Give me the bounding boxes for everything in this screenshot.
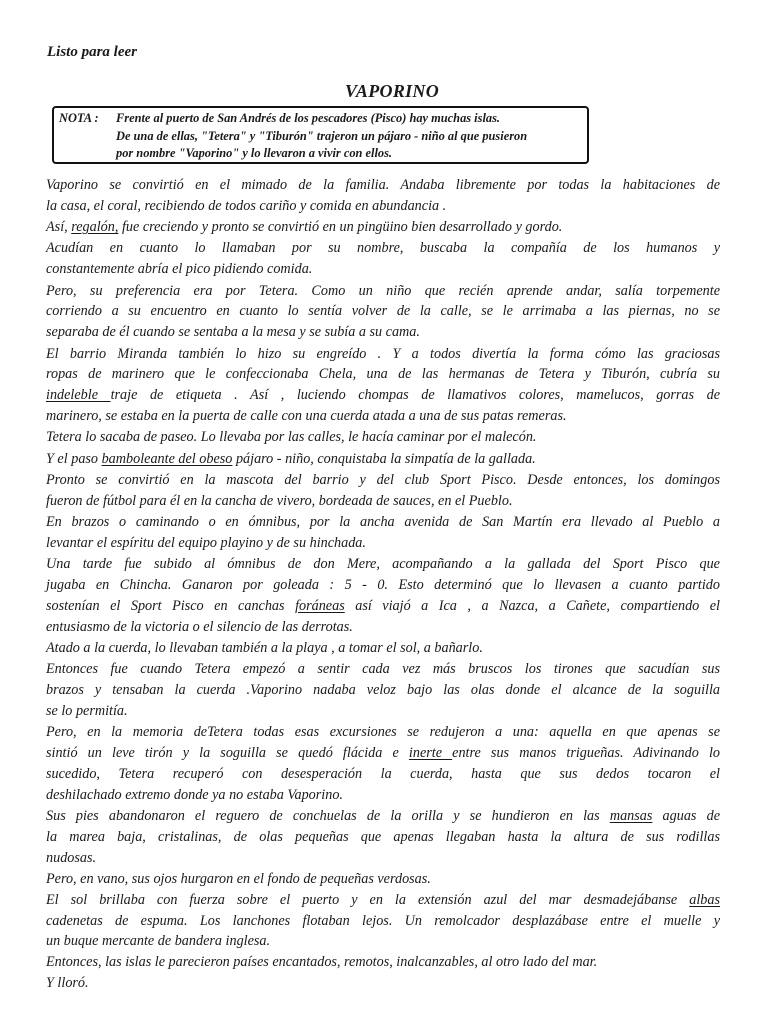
story-paragraph xyxy=(46,470,720,512)
text-line xyxy=(46,196,720,217)
story-body xyxy=(46,175,720,994)
text-line xyxy=(46,973,720,994)
story-paragraph xyxy=(46,175,720,217)
note-line: De una de ellas, "Tetera" y "Tiburón" trajeron un pájaro - niño al que pusieron xyxy=(116,128,528,143)
text-line xyxy=(46,785,720,806)
text-run: Pronto se convirtió en la mascota del barrio y del club Sport Pisco. Desde entonces, los domingos xyxy=(46,471,720,488)
text-run: entusiasmo de la victoria o el silencio de las derrotas. xyxy=(46,618,353,635)
text-line xyxy=(46,175,720,196)
text-run: se lo permitía. xyxy=(46,702,128,719)
note-text xyxy=(116,110,584,163)
text-line xyxy=(46,449,720,470)
text-line xyxy=(46,848,720,869)
text-line xyxy=(46,952,720,973)
text-run: levantar el espíritu del equipo playino y de su hinchada. xyxy=(46,534,366,551)
text-line xyxy=(46,806,720,827)
underlined-word: regalón, xyxy=(71,219,119,236)
story-paragraph xyxy=(46,427,720,448)
text-run: Acudían en cuanto lo llamaban por su nombre, buscaba la compañía de los humanos y xyxy=(46,240,720,257)
text-run: la casa, el coral, recibiendo de todos cariño y comida en abundancia . xyxy=(46,197,447,214)
text-line xyxy=(46,385,720,406)
text-line xyxy=(46,827,720,848)
text-line xyxy=(46,322,720,343)
text-run: entre sus manos trigueñas. Adivinando lo xyxy=(452,745,720,762)
text-line xyxy=(46,701,720,722)
text-line xyxy=(46,575,720,596)
story-paragraph xyxy=(46,512,720,554)
underlined-word: albas xyxy=(689,891,720,908)
text-run: Sus pies abandonaron el reguero de conchuelas de la orilla y se hundieron en las xyxy=(46,808,610,825)
story-paragraph xyxy=(46,281,720,343)
text-line xyxy=(46,470,720,491)
story-paragraph xyxy=(46,869,720,890)
text-run: corriendo a su encuentro en cuanto lo sentía volver de la calle, se le arrimaba a las piernas, no se xyxy=(46,303,720,320)
text-run: traje de etiqueta . Así , luciendo chompas de llamativos colores, mamelucos, gorras de xyxy=(110,387,721,404)
text-run: fueron de fútbol para él en la cancha de vivero, bordeada de sauces, en el Pueblo. xyxy=(46,492,513,509)
text-run: sucedido, Tetera recuperó con desesperación la cuerda, hasta que sus dedos tocaron el xyxy=(46,765,720,782)
header-label: Listo para leer xyxy=(47,44,137,60)
story-paragraph xyxy=(46,344,720,427)
text-line xyxy=(46,491,720,512)
text-run: la marea baja, cristalinas, de olas pequeñas que apenas llegaban hasta la altura de sus rodillas xyxy=(46,828,720,845)
text-line xyxy=(46,554,720,575)
story-paragraph xyxy=(46,659,720,721)
text-run: Una tarde fue subido al ómnibus de don Mere, acompañando a la gallada del Sport Pisco que xyxy=(46,556,720,573)
underlined-word: indeleble xyxy=(46,387,111,404)
text-line xyxy=(46,764,720,785)
text-run: constantemente abría el pico pidiendo comida. xyxy=(46,261,313,278)
text-line xyxy=(46,596,720,617)
text-run: brazos y tensaban la cuerda .Vaporino nadaba veloz bajo las olas donde el alcance de la soguilla xyxy=(46,682,720,699)
text-run: aguas de xyxy=(652,808,720,825)
text-run: El barrio Miranda también lo hizo su engreído . Y a todos divertía la forma cómo las graciosas xyxy=(46,345,720,362)
note-label: NOTA : xyxy=(59,111,99,125)
text-run: En brazos o caminando o en ómnibus, por la ancha avenida de San Martín era llevado al Pueblo a xyxy=(46,514,720,531)
text-run: separaba de él cuando se sentaba a la mesa y se subía a su cama. xyxy=(46,324,420,341)
text-run: sintió un leve tirón y la soguilla se quedó flácida e xyxy=(46,745,409,762)
story-paragraph xyxy=(46,554,720,637)
text-run: pájaro - niño, conquistaba la simpatía de la gallada. xyxy=(232,450,536,467)
text-line xyxy=(46,301,720,322)
note-box xyxy=(52,106,589,164)
text-run: Pero, su preferencia era por Tetera. Como un niño que recién aprende andar, salía torpemente xyxy=(46,282,720,299)
underlined-word: bamboleante del obeso xyxy=(101,450,233,467)
text-run: ropas de marinero que le confeccionaba Chela, una de las hermanas de Tetera y Tiburón, cubría su xyxy=(46,366,720,383)
text-line xyxy=(46,344,720,365)
text-line xyxy=(46,722,720,743)
story-paragraph xyxy=(46,638,720,659)
text-line xyxy=(46,617,720,638)
document-title: VAPORINO xyxy=(344,81,440,101)
text-run: Y el paso xyxy=(46,450,102,467)
text-line xyxy=(46,238,720,259)
note-line: por nombre "Vaporino" y lo llevaron a vivir con ellos. xyxy=(116,146,393,160)
text-run: Entonces fue cuando Tetera empezó a sentir cada vez más bruscos los tirones que sacudían sus xyxy=(46,661,720,678)
text-run: así viajó a Ica , a Nazca, a Cañete, compartiendo el xyxy=(344,597,721,614)
story-paragraph xyxy=(46,449,720,470)
text-run: Pero, en vano, sus ojos hurgaron en el fondo de pequeñas verdosas. xyxy=(46,870,431,887)
text-run: Y lloró. xyxy=(46,974,89,991)
text-line xyxy=(46,890,720,911)
text-line xyxy=(46,217,720,238)
text-line xyxy=(46,680,720,701)
text-run: Vaporino se convirtió en el mimado de la familia. Andaba libremente por todas la habitaciones de xyxy=(46,177,720,193)
text-run: Pero, en la memoria deTetera todas esas excursiones se redujeron a una: aquella en que apenas se xyxy=(46,724,720,741)
underlined-word: foráneas xyxy=(295,597,345,614)
text-line xyxy=(46,638,720,659)
text-run: marinero, se estaba en la puerta de calle con una cuerda atada a una de sus patas remeras. xyxy=(46,407,567,424)
text-line xyxy=(46,512,720,533)
note-line: Frente al puerto de San Andrés de los pescadores (Pisco) hay muchas islas. xyxy=(116,111,501,125)
story-paragraph xyxy=(46,806,720,868)
text-run: Tetera lo sacaba de paseo. Lo llevaba por las calles, le hacía caminar por el malecón. xyxy=(46,429,537,446)
text-run: cadenetas de espuma. Los lanchones flotaban lejos. Un remolcador desplazábase entre el muelle y xyxy=(46,912,720,929)
text-line xyxy=(46,743,720,764)
underlined-word: mansas xyxy=(609,808,653,825)
text-run: Atado a la cuerda, lo llevaban también a la playa , a tomar el sol, a bañarlo. xyxy=(46,640,483,656)
text-line xyxy=(46,281,720,302)
text-line xyxy=(46,364,720,385)
text-line xyxy=(46,533,720,554)
text-run: un buque mercante de bandera inglesa. xyxy=(46,933,271,950)
text-run: nudosas. xyxy=(46,849,97,866)
story-paragraph xyxy=(46,973,720,994)
text-run: sostenían el Sport Pisco en canchas xyxy=(46,597,296,614)
text-line xyxy=(46,427,720,448)
text-run: El sol brillaba con fuerza sobre el puerto y en la extensión azul del mar desmadejábanse xyxy=(46,891,690,908)
underlined-word: inerte xyxy=(408,745,453,762)
story-paragraph xyxy=(46,238,720,280)
story-paragraph xyxy=(46,890,720,952)
text-run: Entonces, las islas le parecieron países encantados, remotos, inalcanzables, al otro lado del mar. xyxy=(46,954,598,971)
text-line xyxy=(46,911,720,932)
text-run: jugaba en Chincha. Ganaron por goleada : 5 - 0. Esto determinó que lo llevasen a cuanto partido xyxy=(46,577,720,594)
text-line xyxy=(46,659,720,680)
text-run: deshilachado extremo donde ya no estaba Vaporino. xyxy=(46,786,343,803)
text-run: Así, xyxy=(46,219,72,236)
story-paragraph xyxy=(46,722,720,805)
text-line xyxy=(46,259,720,280)
story-paragraph xyxy=(46,952,720,973)
text-line xyxy=(46,931,720,952)
story-paragraph xyxy=(46,217,720,238)
text-line xyxy=(46,406,720,427)
text-run: fue creciendo y pronto se convirtió en un pingüino bien desarrollado y gordo. xyxy=(118,219,563,236)
text-line xyxy=(46,869,720,890)
